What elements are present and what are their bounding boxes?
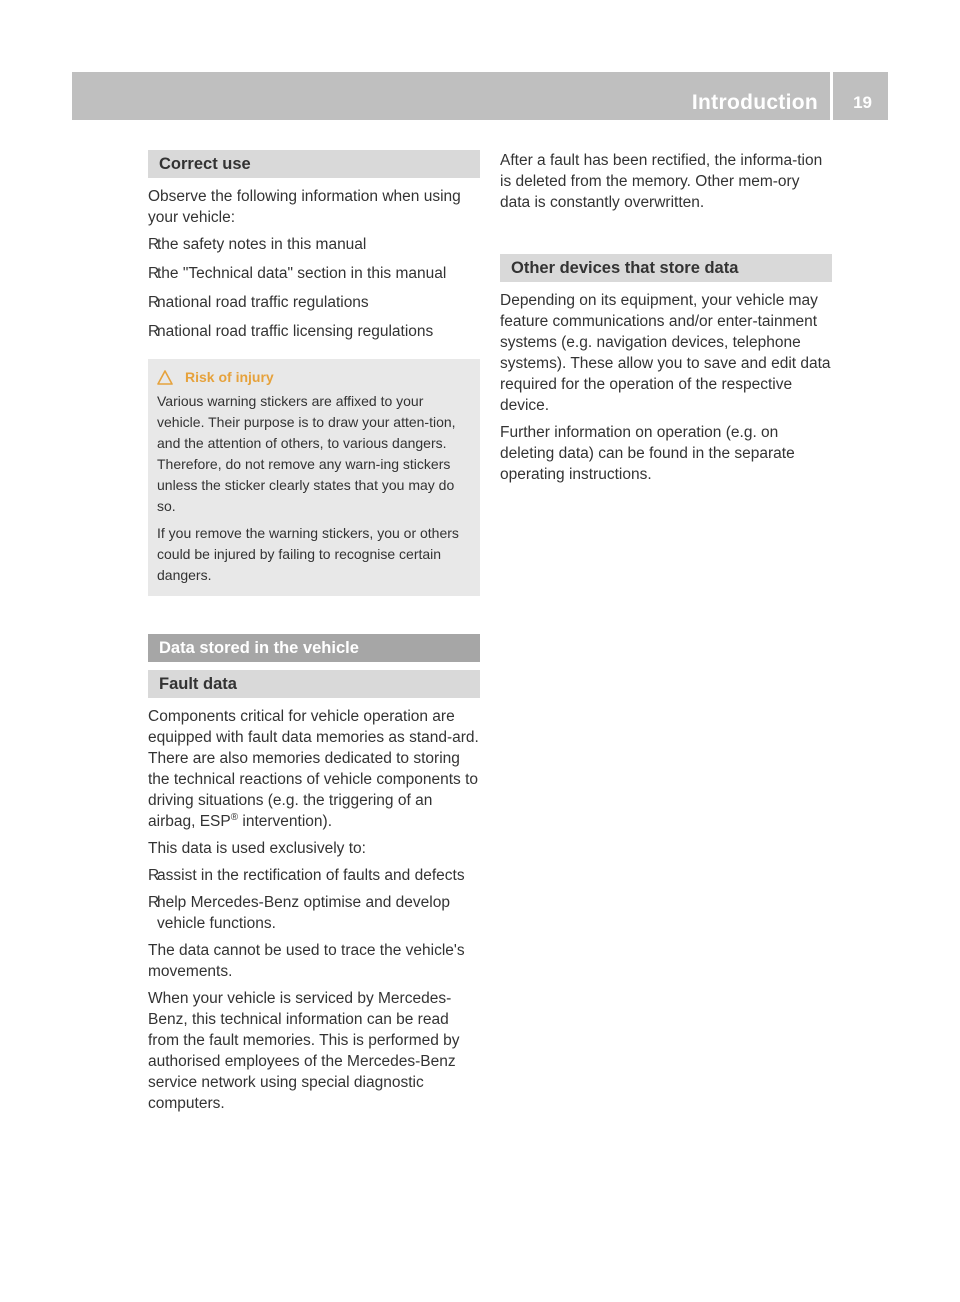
correct-use-intro: Observe the following information when using your vehicle: [148, 188, 461, 226]
bullet-marker: R [148, 294, 160, 311]
fault-data-paragraph: The data cannot be used to trace the vehicle's movements. [148, 942, 465, 980]
bullet-marker: R [148, 323, 160, 340]
heading-other-devices: Other devices that store data [500, 254, 832, 282]
bullet-marker: R [148, 265, 160, 282]
list-item: R the safety notes in this manual [148, 236, 367, 253]
bullet-marker: R [148, 894, 160, 911]
warning-title: Risk of injury [185, 369, 274, 385]
left-column [148, 150, 480, 1114]
heading-fault-data: Fault data [148, 670, 480, 698]
list-item: R the "Technical data" section in this manual [148, 265, 447, 282]
fault-data-paragraph: When your vehicle is serviced by Mercedes-Benz, this technical information can be read from the fault memories. This is performed by authorised employees of the Mercedes-Benz service network using special diagnostic computers. [148, 990, 460, 1112]
fault-data-paragraph: Components critical for vehicle operation are equipped with fault data memories as stand-ard. There are also memories dedicated to storing the technical reactions of vehicle components to driving situations (e.g. the triggering of an airbag, ESP® intervention). [148, 708, 479, 830]
heading-correct-use: Correct use [148, 150, 480, 178]
bullet-marker: R [148, 867, 160, 884]
list-item: R assist in the rectification of faults and defects [148, 867, 465, 884]
other-devices-paragraph: Depending on its equipment, your vehicle may feature communications and/or enter-tainment systems (e.g. navigation devices, telephone systems). These allow you to save and edit data required for the operation of the respective device. [500, 292, 831, 414]
header-divider [830, 72, 833, 120]
list-item: R help Mercedes-Benz optimise and develop vehicle functions. [148, 894, 450, 932]
warning-box [148, 359, 480, 596]
warning-triangle-icon [157, 370, 173, 385]
warning-title-row [157, 369, 472, 385]
warning-paragraph: Various warning stickers are affixed to your vehicle. Their purpose is to draw your atten-tion, and the attention of others, to various dangers. Therefore, do not remove any warn-ing stickers unless the sticker clearly states that you may do so. [157, 393, 456, 514]
fault-continued-paragraph: After a fault has been rectified, the informa-tion is deleted from the memory. Other mem-ory data is constantly overwritten. [500, 152, 823, 211]
fault-data-paragraph: This data is used exclusively to: [148, 840, 366, 857]
section-title: Introduction [691, 91, 818, 114]
list-item: R national road traffic licensing regulations [148, 323, 434, 340]
list-item: R national road traffic regulations [148, 294, 369, 311]
other-devices-paragraph: Further information on operation (e.g. on deleting data) can be found in the separate operating instructions. [500, 424, 795, 483]
page-header [72, 72, 888, 120]
warning-paragraph: If you remove the warning stickers, you or others could be injured by failing to recognise certain dangers. [157, 525, 459, 583]
registered-mark: ® [230, 811, 239, 823]
heading-data-stored: Data stored in the vehicle [148, 634, 480, 662]
page-number: 19 [853, 93, 872, 112]
right-column [500, 150, 832, 485]
bullet-marker: R [148, 236, 160, 253]
